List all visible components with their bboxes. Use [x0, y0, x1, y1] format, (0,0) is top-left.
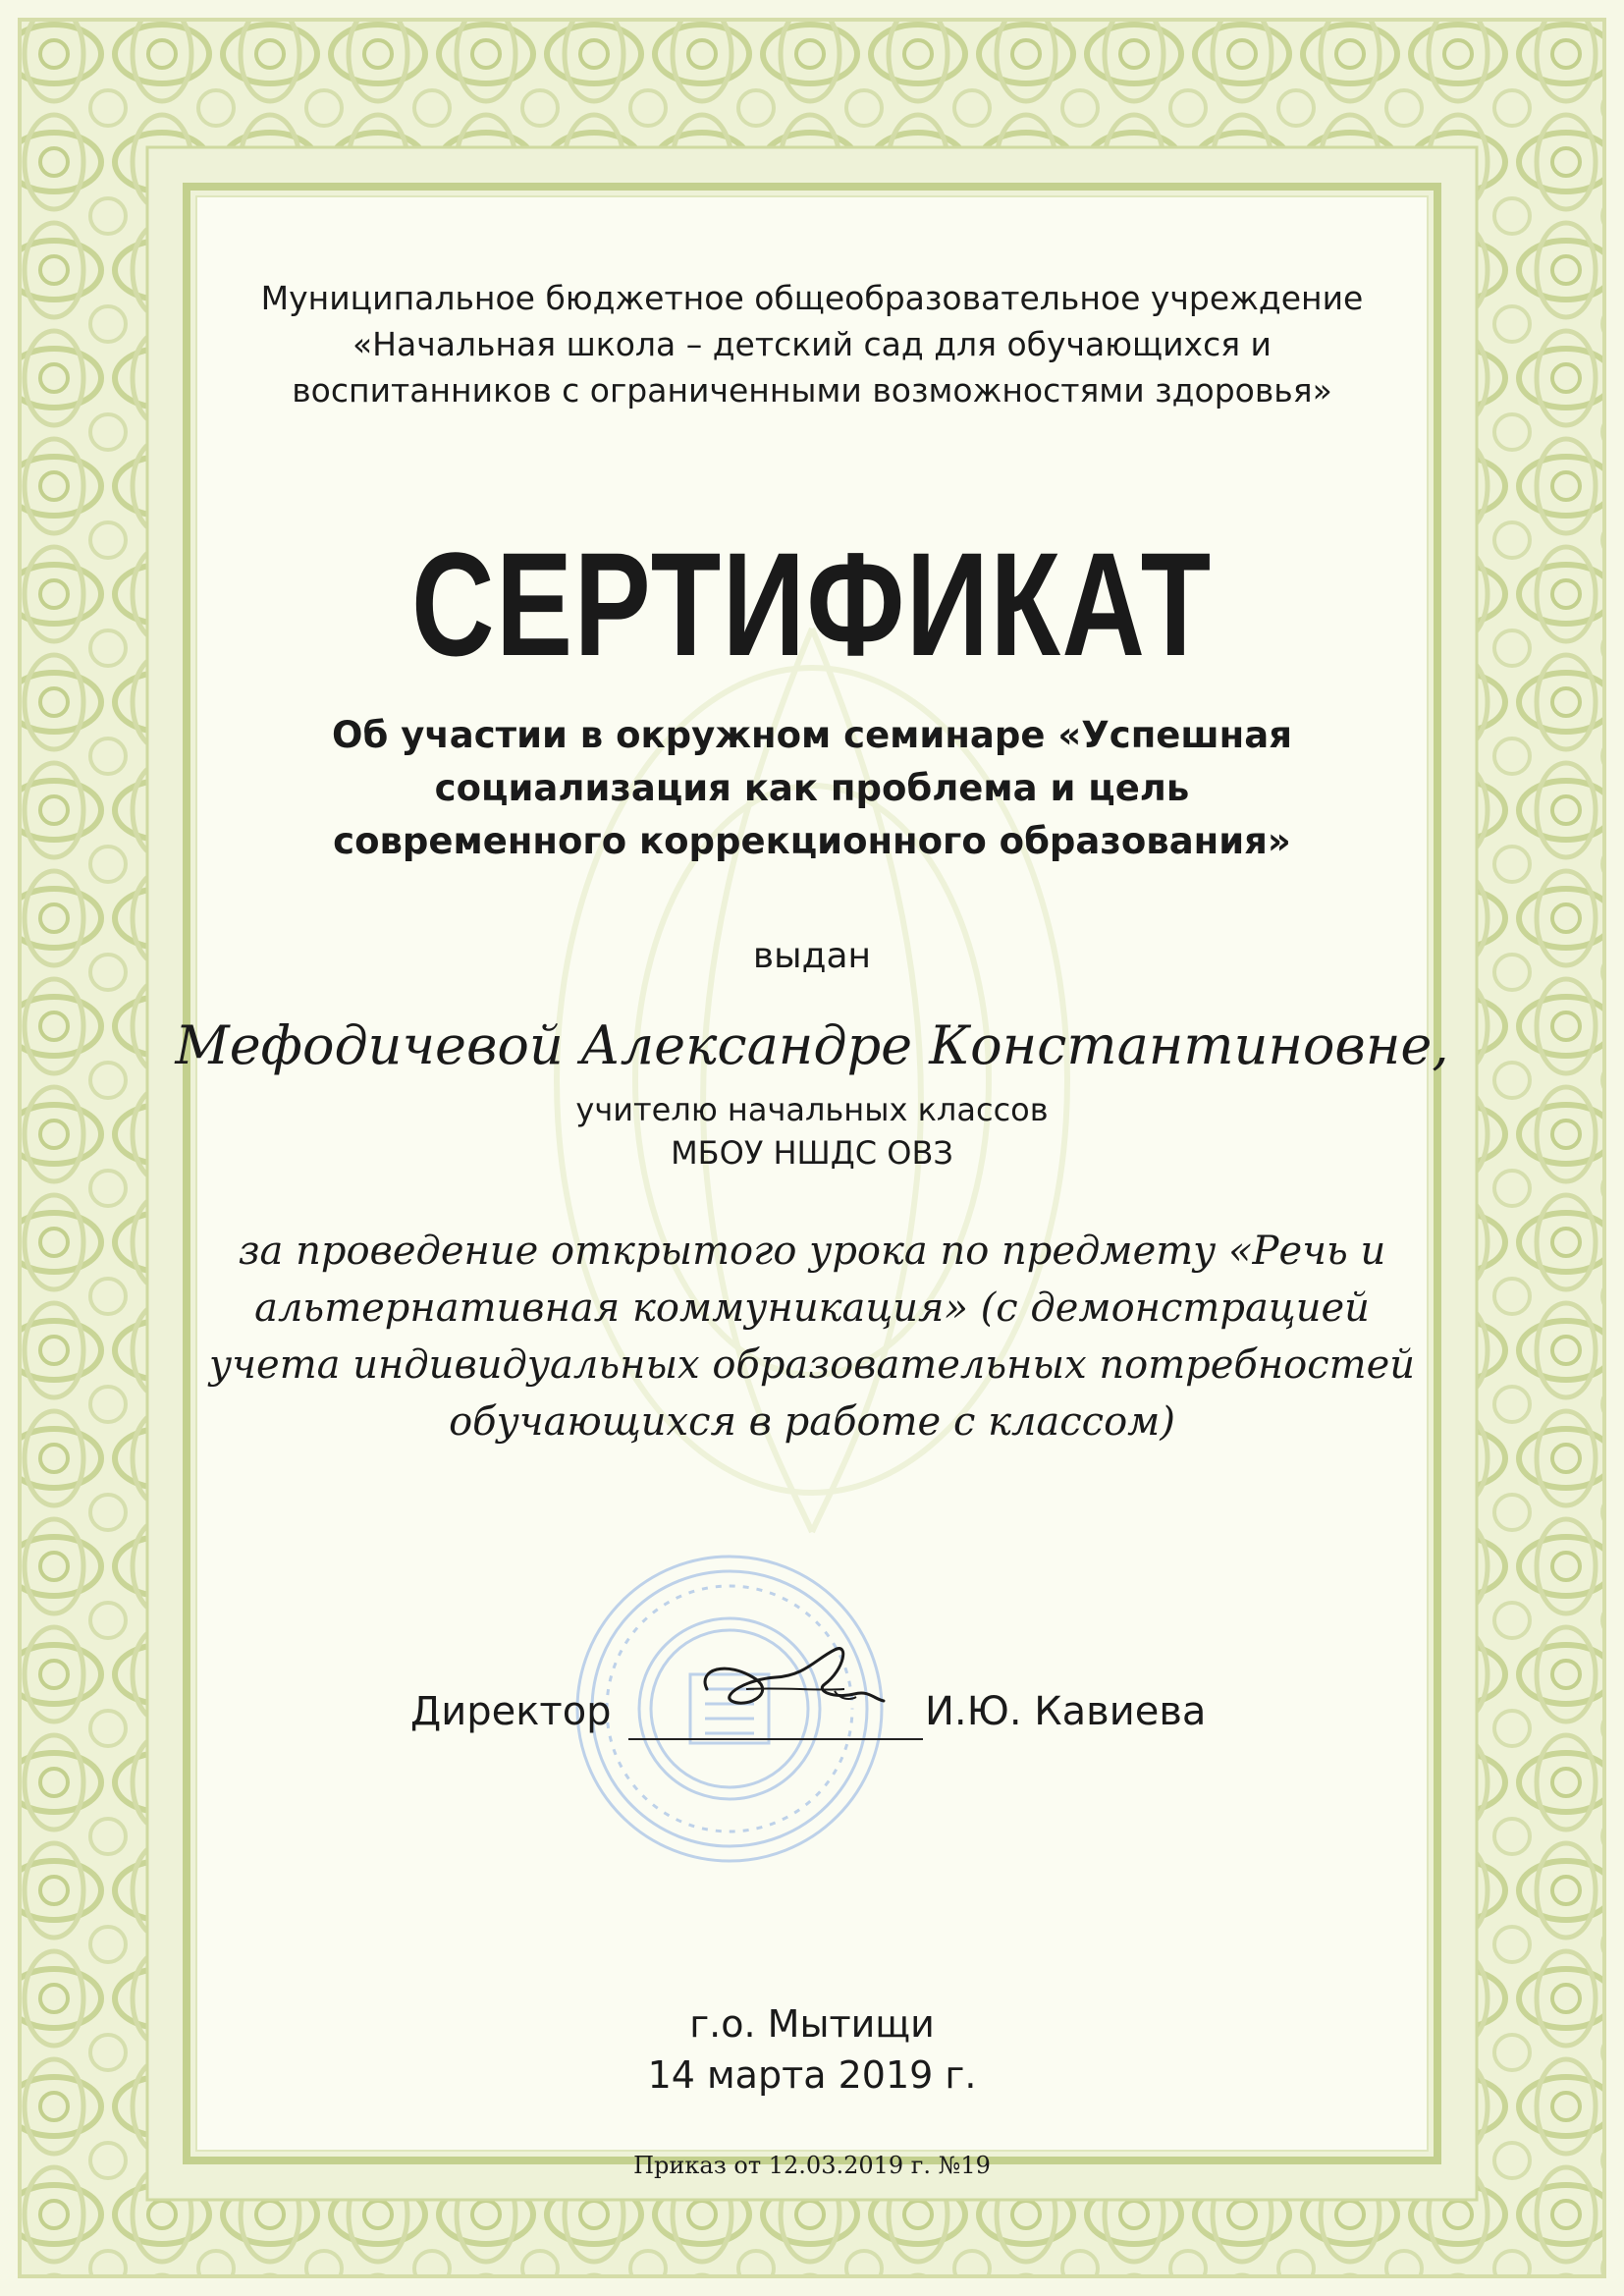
seminar-subject: [0, 709, 1624, 868]
institution-line-2: «Начальная школа – детский сад для обучающихся и: [352, 325, 1272, 363]
institution-line-3: воспитанников с ограниченными возможностями здоровья»: [292, 371, 1332, 410]
recipient-name: Мефодичевой Александре Константиновне,: [175, 1014, 1449, 1076]
certificate-title-text: СЕРТИФИКАТ: [411, 521, 1213, 686]
signature-line: [628, 1738, 923, 1740]
order-reference: Приказ от 12.03.2019 г. №19: [633, 2152, 991, 2179]
award-reason: [0, 1223, 1624, 1450]
reason-line-1: за проведение открытого урока по предмету «Речь и: [238, 1229, 1386, 1274]
certificate-title: [0, 521, 1624, 686]
reason-line-2: альтернативная коммуникация» (с демонстрацией: [254, 1285, 1370, 1331]
institution-line-1: Муниципальное бюджетное общеобразовательное учреждение: [260, 279, 1364, 317]
subject-line-2: социализация как проблема и цель: [434, 767, 1190, 809]
subject-line-3: современного коррекционного образования»: [333, 820, 1291, 862]
place-and-date: [0, 1998, 1624, 2101]
director-title: Директор: [410, 1689, 612, 1734]
reason-line-4: обучающихся в работе с классом): [449, 1399, 1175, 1445]
issued-label: выдан: [752, 936, 872, 976]
date-text: 14 марта 2019 г.: [647, 2053, 977, 2097]
recipient-position: [0, 1088, 1624, 1175]
director-name: И.Ю. Кавиева: [925, 1689, 1207, 1734]
subject-line-1: Об участии в окружном семинаре «Успешная: [332, 714, 1292, 756]
institution-name: [0, 275, 1624, 413]
reason-line-3: учета индивидуальных образовательных потребностей: [208, 1342, 1416, 1388]
place-text: г.о. Мытищи: [689, 2002, 935, 2046]
position-line-2: МБОУ НШДС ОВЗ: [671, 1134, 953, 1172]
signature-row: [410, 1689, 1255, 1758]
position-line-1: учителю начальных классов: [575, 1091, 1049, 1128]
